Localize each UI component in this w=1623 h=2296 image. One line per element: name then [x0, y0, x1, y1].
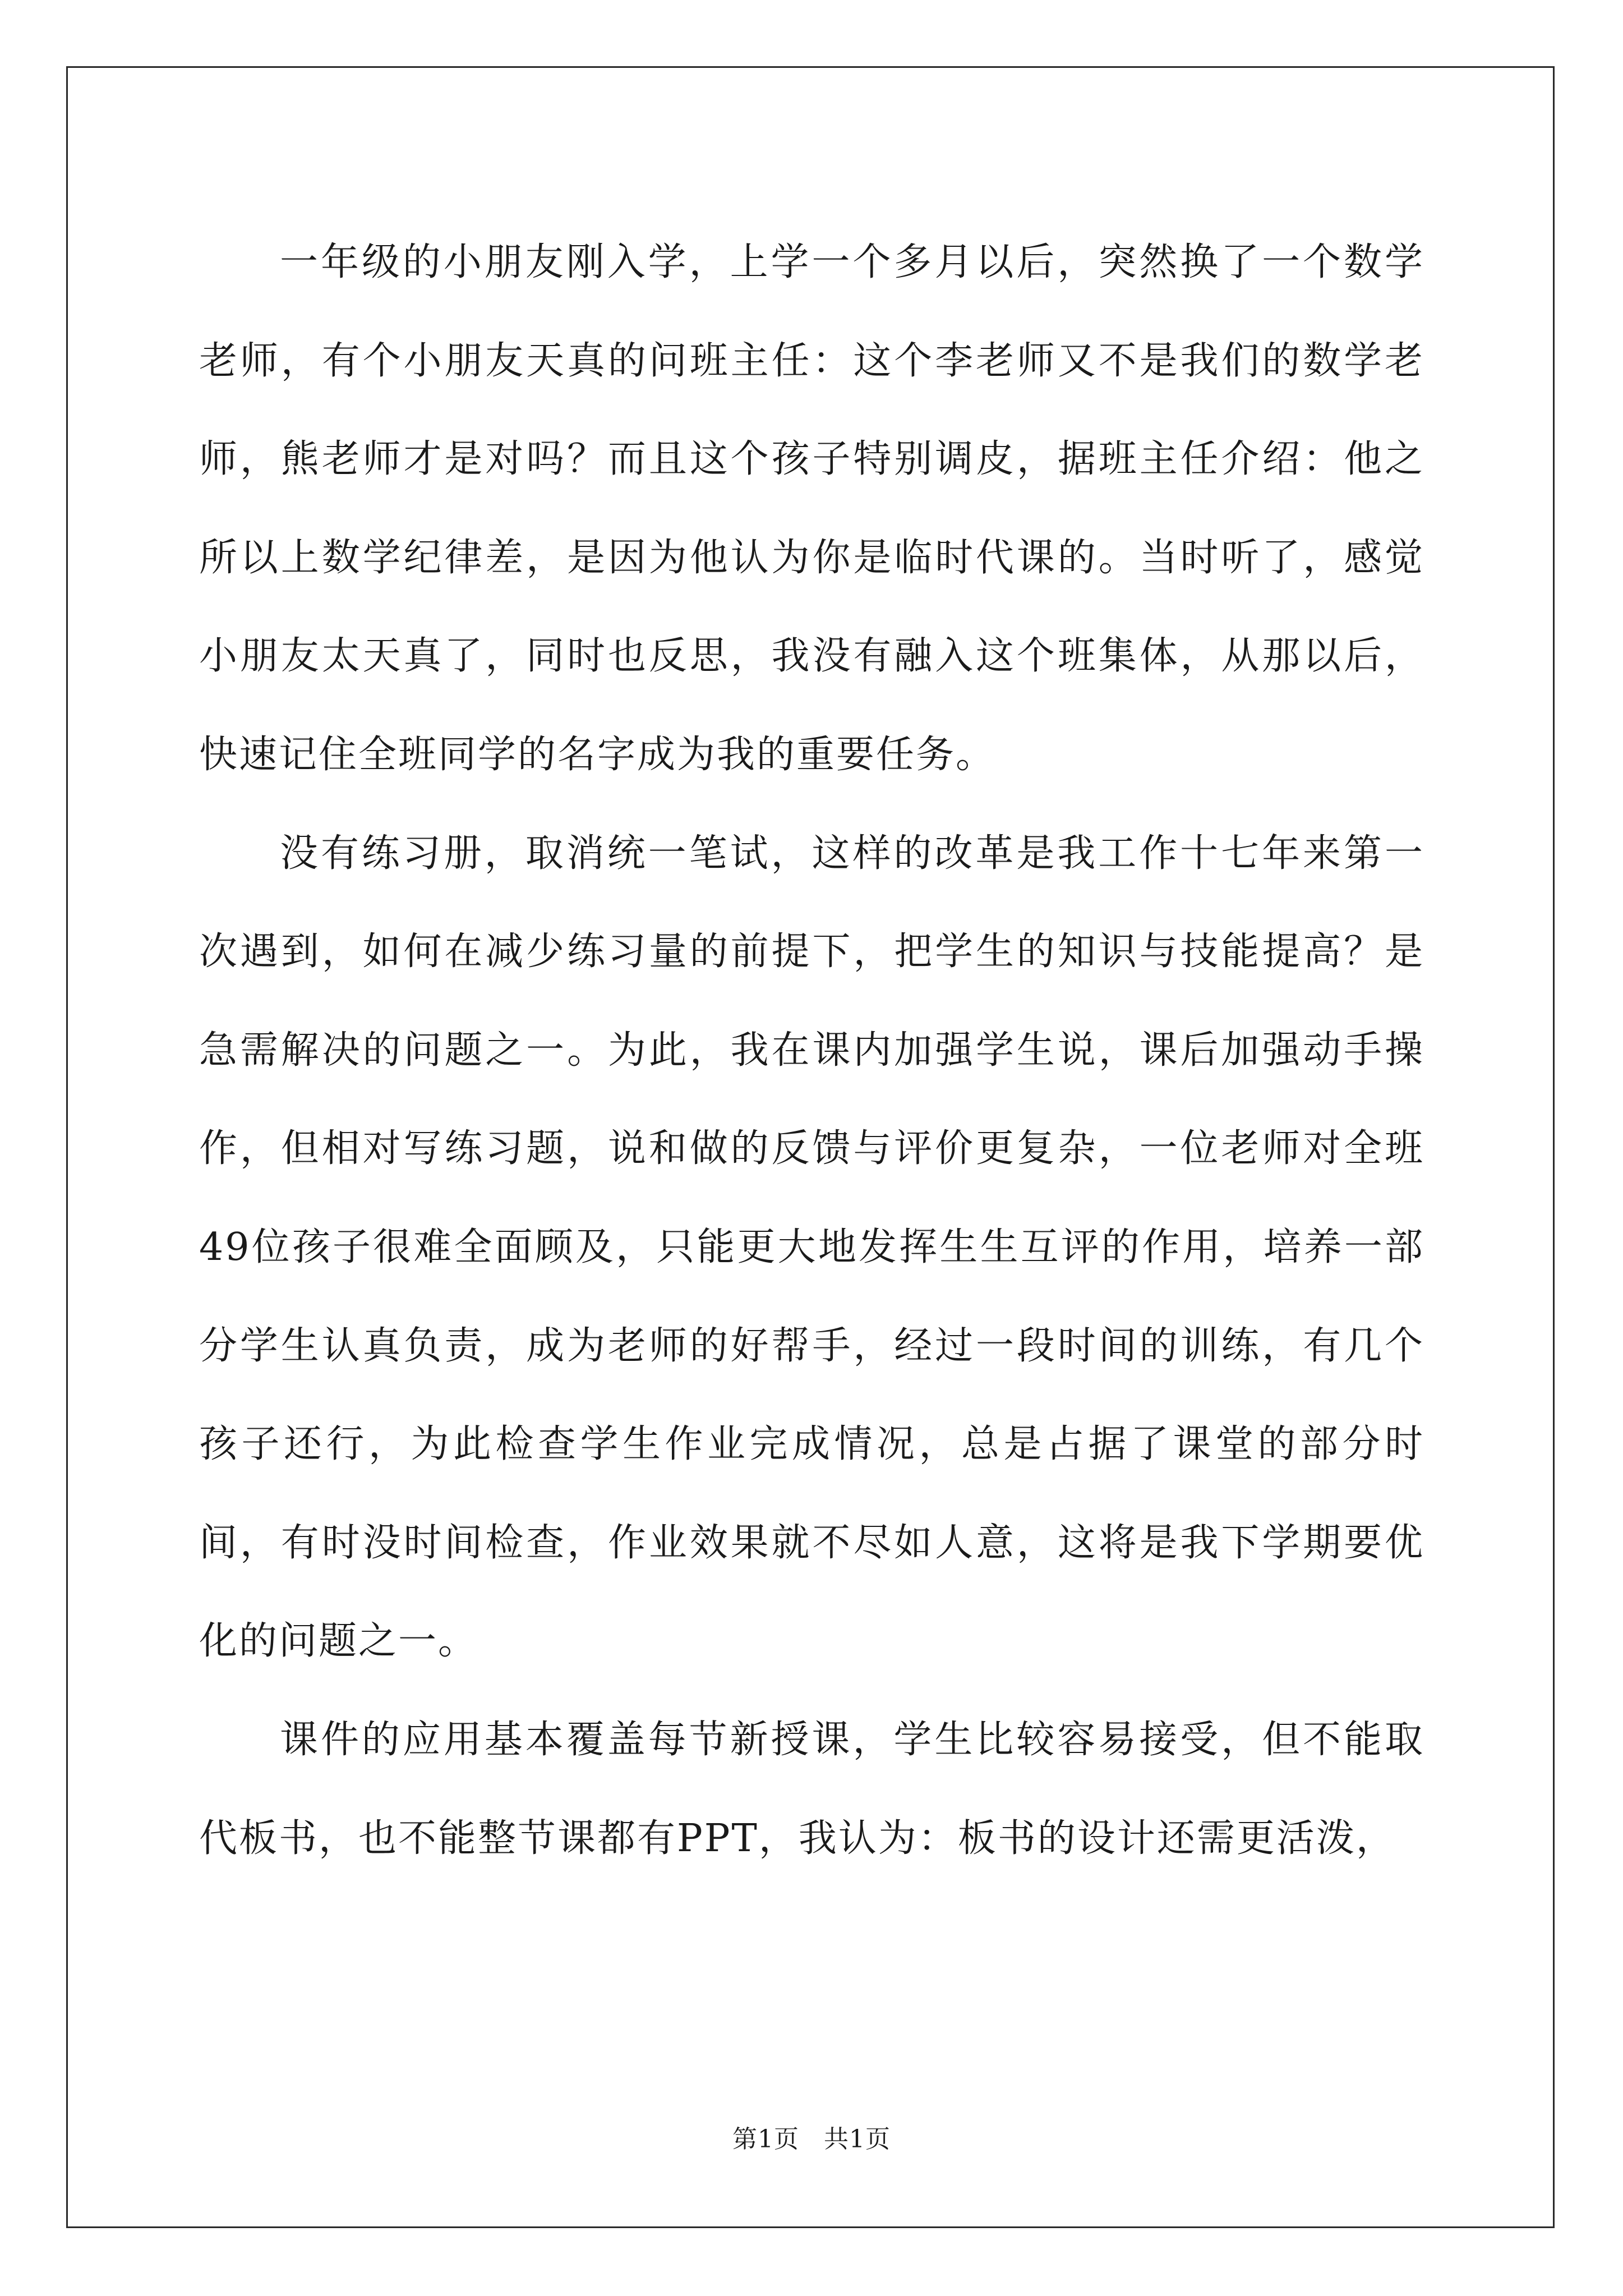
- paragraph-2: 没有练习册，取消统一笔试，这样的改革是我工作十七年来第一次遇到，如何在减少练习量的前提下，把学生的知识与技能提高？是急需解决的问题之一。为此，我在课内加强学生说，课后加强动手操作，但相对写练习题，说和做的反馈与评价更复杂，一位老师对全班49位孩子很难全面顾及，只能更大地发挥生生互评的作用，培养一部分学生认真负责，成为老师的好帮手，经过一段时间的训练，有几个孩子还行，为此检查学生作业完成情况，总是占据了课堂的部分时间，有时没时间检查，作业效果就不尽如人意，这将是我下学期要优化的问题之一。: [199, 831, 1424, 1664]
- page-footer: [0, 2125, 1623, 2154]
- paragraph-3: 课件的应用基本覆盖每节新授课，学生比较容易接受，但不能取代板书，也不能整节课都有PPT，我认为：板书的设计还需更活泼，: [199, 1717, 1424, 1861]
- page-total: 共1页: [824, 2125, 891, 2154]
- page-number: 第1页: [732, 2125, 799, 2154]
- document-body: [199, 213, 1424, 1888]
- paragraph-1: 一年级的小朋友刚入学，上学一个多月以后，突然换了一个数学老师，有个小朋友天真的问班主任：这个李老师又不是我们的数学老师，熊老师才是对吗？而且这个孩子特别调皮，据班主任介绍：他之所以上数学纪律差，是因为他认为你是临时代课的。当时听了，感觉小朋友太天真了，同时也反思，我没有融入这个班集体，从那以后，快速记住全班同学的名字成为我的重要任务。: [199, 240, 1424, 777]
